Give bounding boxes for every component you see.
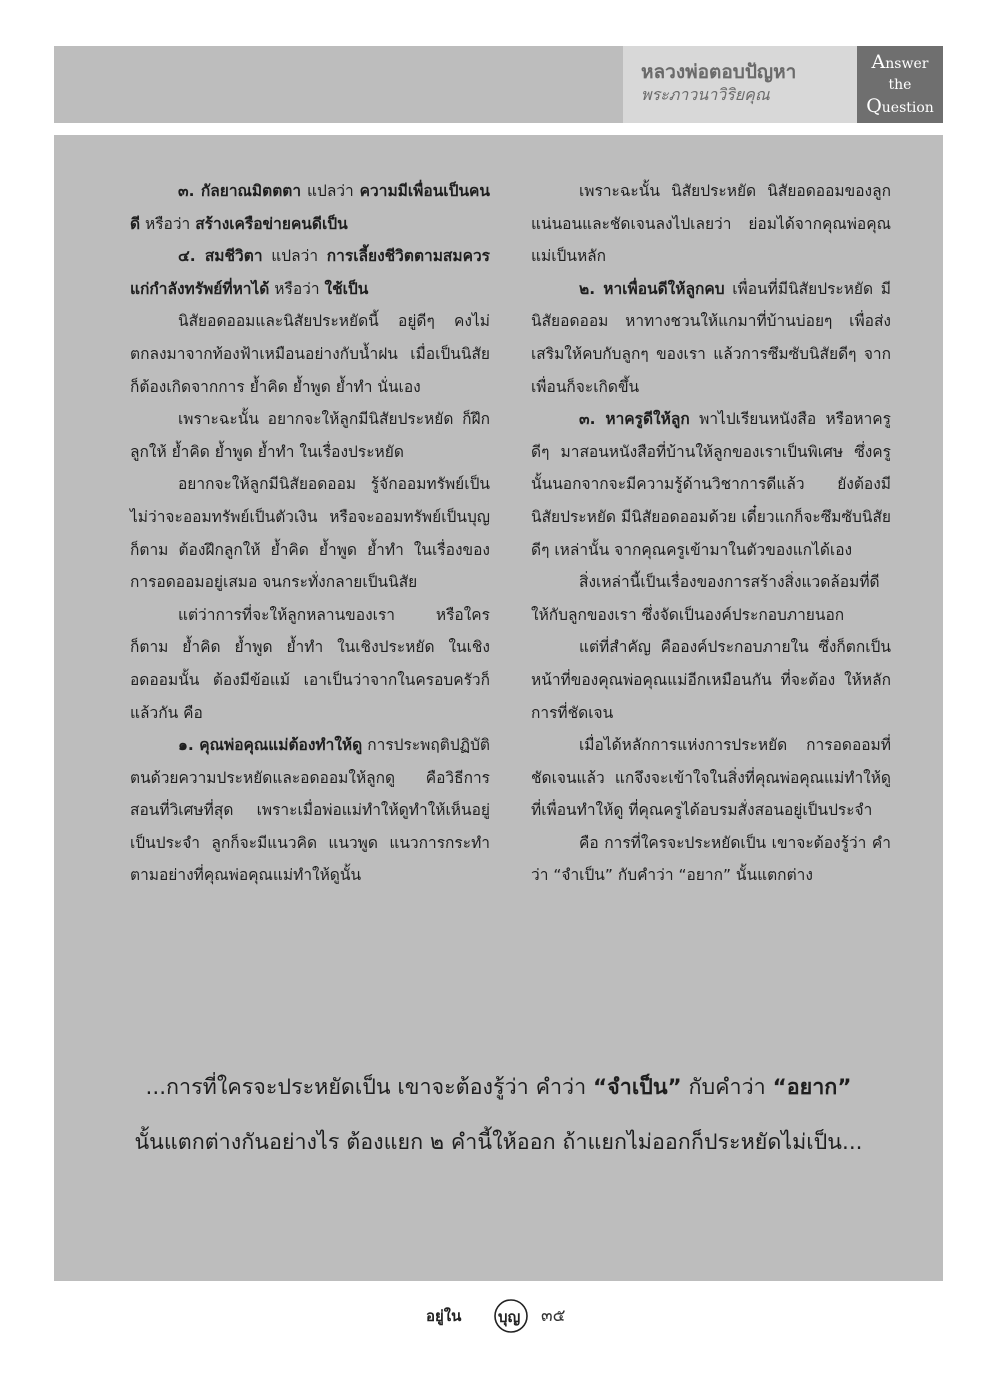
svg-text:อยู่ใน: อยู่ใน bbox=[426, 1307, 462, 1325]
bold-text-run: สร้างเครือข่ายคนดีเป็น bbox=[195, 214, 348, 233]
left-text-column bbox=[130, 175, 490, 892]
text-run: สิ่งเหล่านี้เป็นเรื่องของการสร้างสิ่งแวดล้อมที่ดีให้กับลูกของเรา ซึ่งจัดเป็นองค์ประกอบภายนอก bbox=[531, 573, 880, 624]
pull-quote bbox=[54, 1060, 943, 1170]
answer-the-question-tab bbox=[857, 46, 943, 123]
bold-text-run: ๒. หาเพื่อนดีให้ลูกคบ bbox=[579, 279, 725, 298]
text-run: พาไปเรียนหนังสือ หรือหาครูดีๆ มาสอนหนังสือที่บ้านให้ลูกของเราเป็นพิเศษ ซึ่งครูนั้นนอกจากจะมีความรู้ด้านวิชาการดีแล้ว ยังต้องมีนิสัยประหยัด มีนิสัยอดออมด้วย เดี๋ยวแกก็จะซึมซับนิสัยดีๆ เหล่านั้น จากคุณครูเข้ามาในตัวของแกได้เอง bbox=[531, 410, 892, 559]
paragraph bbox=[531, 827, 891, 892]
tab-line-the: the bbox=[888, 77, 912, 93]
bold-text-run: “อยาก” bbox=[772, 1075, 852, 1100]
pull-quote-line-2 bbox=[54, 1115, 943, 1170]
text-run: การประพฤติปฏิบัติตนด้วยความประหยัดและอดออมให้ลูกดู คือวิธีการสอนที่วิเศษที่สุด เพราะเมื่อพ่อแม่ทำให้ดูทำให้เห็นอยู่เป็นประจำ ลูกก็จะมีแนวคิด แนวพูด แนวการกระทำ ตามอย่างที่คุณพ่อคุณแม่ทำให้ดูนั้น bbox=[130, 736, 490, 885]
header-title-box bbox=[623, 46, 857, 123]
page-number: ๓๕ bbox=[541, 1306, 566, 1326]
pull-quote-line-1 bbox=[54, 1060, 943, 1115]
column-author: พระภาวนาวิริยคุณ bbox=[641, 84, 770, 104]
paragraph bbox=[130, 175, 490, 240]
svg-text:บุญ: บุญ bbox=[498, 1308, 521, 1326]
bold-text-run: ๓. หาครูดีให้ลูก bbox=[579, 410, 690, 429]
right-text-column bbox=[531, 175, 891, 892]
text-run: แปลว่า bbox=[262, 247, 327, 266]
article-panel bbox=[54, 135, 943, 1281]
text-run: เพราะฉะนั้น นิสัยประหยัด นิสัยอดออมของลูก แน่นอนและชัดเจนลงไปเลยว่า ย่อมได้จากคุณพ่อคุณแม่เป็นหลัก bbox=[531, 182, 891, 266]
text-run: หรือว่า bbox=[140, 214, 196, 233]
tab-line-question: Question bbox=[866, 95, 934, 117]
paragraph bbox=[130, 240, 490, 305]
paragraph bbox=[531, 631, 891, 729]
text-run: เพราะฉะนั้น อยากจะให้ลูกมีนิสัยประหยัด ก็ฝึกลูกให้ ย้ำคิด ย้ำพูด ย้ำทำ ในเรื่องประหยัด bbox=[130, 410, 490, 461]
paragraph bbox=[531, 729, 891, 827]
column-title: หลวงพ่อตอบปัญหา bbox=[641, 61, 797, 83]
page-footer bbox=[0, 1290, 1000, 1340]
text-run: แต่ที่สำคัญ คือองค์ประกอบภายใน ซึ่งก็ตกเป็นหน้าที่ของคุณพ่อคุณแม่อีกเหมือนกัน ที่จะต้อง ให้หลักการที่ชัดเจน bbox=[531, 638, 891, 722]
paragraph bbox=[531, 403, 891, 566]
tab-line-answer: Answer bbox=[871, 51, 929, 73]
paragraph bbox=[531, 175, 891, 273]
bold-text-run: ๓. กัลยาณมิตตตา bbox=[178, 182, 302, 200]
text-run: เพื่อนที่มีนิสัยประหยัด มีนิสัยอดออม หาทางชวนให้แกมาที่บ้านบ่อยๆ เพื่อส่งเสริมให้คบกับลูกๆ ของเรา แล้วการซึมซับนิสัยดีๆ จากเพื่อนก็จะเกิดขึ้น bbox=[531, 279, 891, 396]
bold-text-run: ๑. คุณพ่อคุณแม่ต้องทำให้ดู bbox=[178, 736, 363, 755]
paragraph bbox=[531, 273, 891, 403]
text-run: กับคำว่า bbox=[681, 1075, 773, 1100]
paragraph bbox=[130, 305, 490, 403]
text-run: แปลว่า bbox=[301, 182, 360, 200]
magazine-logo bbox=[424, 1298, 536, 1334]
text-run: ...การที่ใครจะประหยัดเป็น เขาจะต้องรู้ว่า คำว่า bbox=[145, 1075, 594, 1100]
text-run: แต่ว่าการที่จะให้ลูกหลานของเรา หรือใครก็ตาม ย้ำคิด ย้ำพูด ย้ำทำ ในเชิงประหยัด ในเชิงอดออมนั้น ต้องมีข้อแม้ เอาเป็นว่าจากในครอบครัวก็แล้วกัน คือ bbox=[130, 605, 490, 722]
paragraph bbox=[531, 566, 891, 631]
text-run: เมื่อได้หลักการแห่งการประหยัด การอดออมที่ชัดเจนแล้ว แกจึงจะเข้าใจในสิ่งที่คุณพ่อคุณแม่ทำให้ดู ที่เพื่อนทำให้ดู ที่คุณครูได้อบรมสั่งสอนอยู่เป็นประจำ bbox=[531, 736, 891, 820]
text-run: หรือว่า bbox=[269, 279, 325, 298]
text-run: นิสัยอดออมและนิสัยประหยัดนี้ อยู่ดีๆ คงไม่ตกลงมาจากท้องฟ้าเหมือนอย่างกับน้ำฝน เมื่อเป็นนิสัย ก็ต้องเกิดจากการ ย้ำคิด ย้ำพูด ย้ำทำ นั่นเอง bbox=[130, 312, 490, 396]
bold-text-run: การเลี้ยงชีวิตตามสมควรแก่กำลังทรัพย์ที่หาได้ bbox=[130, 247, 491, 298]
text-run: อยากจะให้ลูกมีนิสัยอดออม รู้จักออมทรัพย์เป็น ไม่ว่าจะออมทรัพย์เป็นตัวเงิน หรือจะออมทรัพย์เป็นบุญก็ตาม ต้องฝึกลูกให้ ย้ำคิด ย้ำพูด ย้ำทำ ในเรื่องของการอดออมอยู่เสมอ จนกระทั่งกลายเป็นนิสัย bbox=[130, 475, 490, 592]
bold-text-run: ความมีเพื่อนเป็นคนดี bbox=[130, 182, 490, 233]
text-run: นั้นแตกต่างกันอย่างไร ต้องแยก ๒ คำนี้ให้ออก ถ้าแยกไม่ออกก็ประหยัดไม่เป็น... bbox=[134, 1130, 863, 1155]
paragraph bbox=[130, 599, 490, 729]
paragraph bbox=[130, 468, 490, 598]
text-run: คือ การที่ใครจะประหยัดเป็น เขาจะต้องรู้ว่า คำว่า “จำเป็น” กับคำว่า “อยาก” นั้นแตกต่าง bbox=[531, 833, 891, 885]
paragraph bbox=[130, 729, 490, 892]
bold-text-run: ใช้เป็น bbox=[324, 279, 369, 298]
bold-text-run: ๔. สมชีวิตา bbox=[178, 247, 263, 266]
paragraph bbox=[130, 403, 490, 468]
bold-text-run: “จำเป็น” bbox=[593, 1075, 682, 1100]
page-header bbox=[54, 46, 943, 123]
